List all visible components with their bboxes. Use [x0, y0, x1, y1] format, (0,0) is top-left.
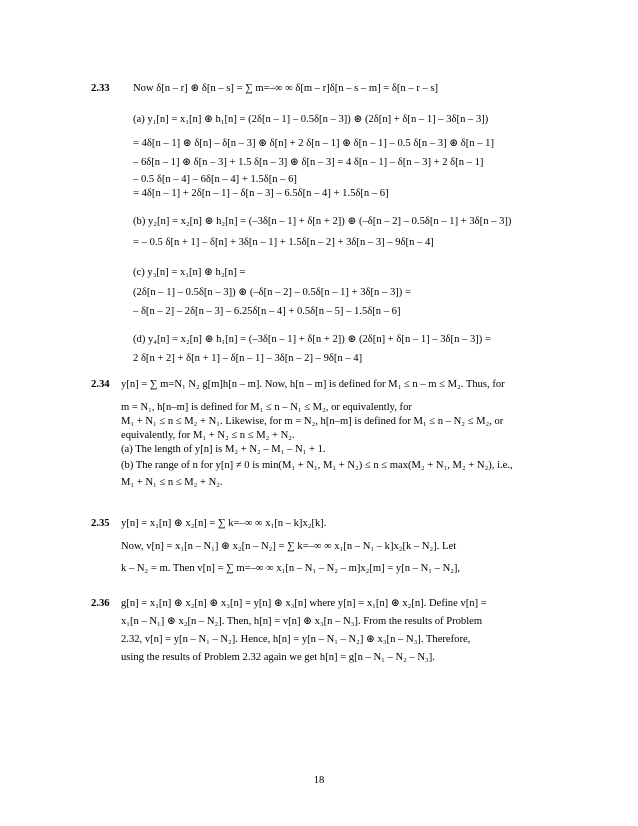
problem-2-33-line-8: = – 0.5 δ[n + 1] – δ[n] + 3δ[n – 1] + 1.5δ[n – 2] + 3δ[n – 3] – 9δ[n – 4]: [133, 237, 434, 248]
problem-2-34-line-2: m = N₁, h[n–m] is defined for M₁ ≤ n – N₁ ≤ M₂, or equivalently, for: [121, 402, 412, 413]
page-number: 18: [313, 775, 325, 786]
problem-2-35-line-2: Now, v[n] = x₁[n – N₁] ⊛ x₂[n – N₂] = ∑ k=–∞ ∞ x₁[n – N₁ – k]x₂[k – N₂]. Let: [121, 541, 457, 552]
problem-2-33-line-1: Now δ[n – r] ⊛ δ[n – s] = ∑ m=–∞ ∞ δ[m – r]δ[n – s – m] = δ[n – r – s]: [133, 83, 439, 94]
problem-2-34-line-4: equivalently, for M₁ + N₂ ≤ n ≤ M₂ + N₂.: [121, 430, 295, 441]
problem-2-33-line-4: – 6δ[n – 1] ⊛ δ[n – 3] + 1.5 δ[n – 3] ⊛ δ[n – 3] = 4 δ[n – 1] – δ[n – 3] + 2 δ[n – 1]: [133, 157, 484, 168]
problem-2-34-part-b: (b) The range of n for y[n] ≠ 0 is min(M₁ + N₁, M₁ + N₂) ≤ n ≤ max(M₂ + N₁, M₂ + N₂), i.e.,: [121, 460, 513, 471]
problem-2-36-line-2: x₁[n – N₁] ⊛ x₂[n – N₂]. Then, h[n] = v[n] ⊛ x₃[n – N₃]. From the results of Problem: [121, 616, 483, 627]
problem-number-2-35: 2.35: [91, 518, 110, 529]
problem-2-34-line-1: y[n] = ∑ m=N₁ N₂ g[m]h[n – m]. Now, h[n – m] is defined for M₁ ≤ n – m ≤ M₂. Thus, for: [121, 379, 505, 390]
problem-2-33-line-10: (2δ[n – 1] – 0.5δ[n – 3]) ⊛ (–δ[n – 2] – 0.5δ[n – 1] + 3δ[n – 3]) =: [133, 287, 411, 298]
problem-2-34-line-3: M₁ + N₁ ≤ n ≤ M₂ + N₁. Likewise, for m = N₂, h[n–m] is defined for M₁ ≤ n – N₂ ≤ M₂, or: [121, 416, 504, 427]
problem-2-33-part-a: (a) y₁[n] = x₁[n] ⊛ h₁[n] = (2δ[n – 1] – 0.5δ[n – 3]) ⊛ (2δ[n] + δ[n – 1] – 3δ[n – 3]): [133, 114, 489, 125]
problem-number-2-36: 2.36: [91, 598, 110, 609]
problem-2-33-line-11: – δ[n – 2] – 2δ[n – 3] – 6.25δ[n – 4] + 0.5δ[n – 5] – 1.5δ[n – 6]: [133, 306, 401, 317]
problem-2-36-line-3: 2.32, v[n] = y[n – N₁ – N₂]. Hence, h[n] = y[n – N₁ – N₂] ⊛ x₃[n – N₃]. Therefore,: [121, 634, 471, 645]
problem-2-33-part-c: (c) y₃[n] = x₁[n] ⊛ h₂[n] =: [133, 267, 246, 278]
problem-2-36-line-1: g[n] = x₁[n] ⊛ x₂[n] ⊛ x₃[n] = y[n] ⊛ x₃[n] where y[n] = x₁[n] ⊛ x₂[n]. Define v[n] =: [121, 598, 487, 609]
problem-2-35-line-3: k – N₂ = m. Then v[n] = ∑ m=–∞ ∞ x₁[n – N₁ – N₂ – m]x₂[m] = y[n – N₁ – N₂],: [121, 563, 461, 574]
problem-number-2-33: 2.33: [91, 83, 110, 94]
problem-number-2-34: 2.34: [91, 379, 110, 390]
problem-2-33-line-3: = 4δ[n – 1] ⊛ δ[n] – δ[n – 3] ⊛ δ[n] + 2 δ[n – 1] ⊛ δ[n – 1] – 0.5 δ[n – 3] ⊛ δ[n – 1]: [133, 138, 495, 149]
problem-2-33-line-5: – 0.5 δ[n – 4] – 6δ[n – 4] + 1.5δ[n – 6]: [133, 174, 297, 185]
problem-2-34-line-7: M₁ + N₁ ≤ n ≤ M₂ + N₂.: [121, 477, 223, 488]
problem-2-33-part-d: (d) y₄[n] = x₂[n] ⊛ h₁[n] = (–3δ[n – 1] + δ[n + 2]) ⊛ (2δ[n] + δ[n – 1] – 3δ[n – 3]) =: [133, 334, 491, 345]
problem-2-36-line-4: using the results of Problem 2.32 again we get h[n] = g[n – N₁ – N₂ – N₃].: [121, 652, 435, 663]
problem-2-33-part-b: (b) y₂[n] = x₂[n] ⊛ h₂[n] = (–3δ[n – 1] + δ[n + 2]) ⊛ (–δ[n – 2] – 0.5δ[n – 1] + 3δ[n – 3]): [133, 216, 512, 227]
problem-2-35-line-1: y[n] = x₁[n] ⊛ x₂[n] = ∑ k=–∞ ∞ x₁[n – k]x₂[k].: [121, 518, 327, 529]
problem-2-33-line-6: = 4δ[n – 1] + 2δ[n – 1] – δ[n – 3] – 6.5δ[n – 4] + 1.5δ[n – 6]: [133, 188, 389, 199]
problem-2-34-part-a: (a) The length of y[n] is M₂ + N₂ – M₁ – N₁ + 1.: [121, 444, 326, 455]
problem-2-33-line-13: 2 δ[n + 2] + δ[n + 1] – δ[n – 1] – 3δ[n – 2] – 9δ[n – 4]: [133, 353, 363, 364]
